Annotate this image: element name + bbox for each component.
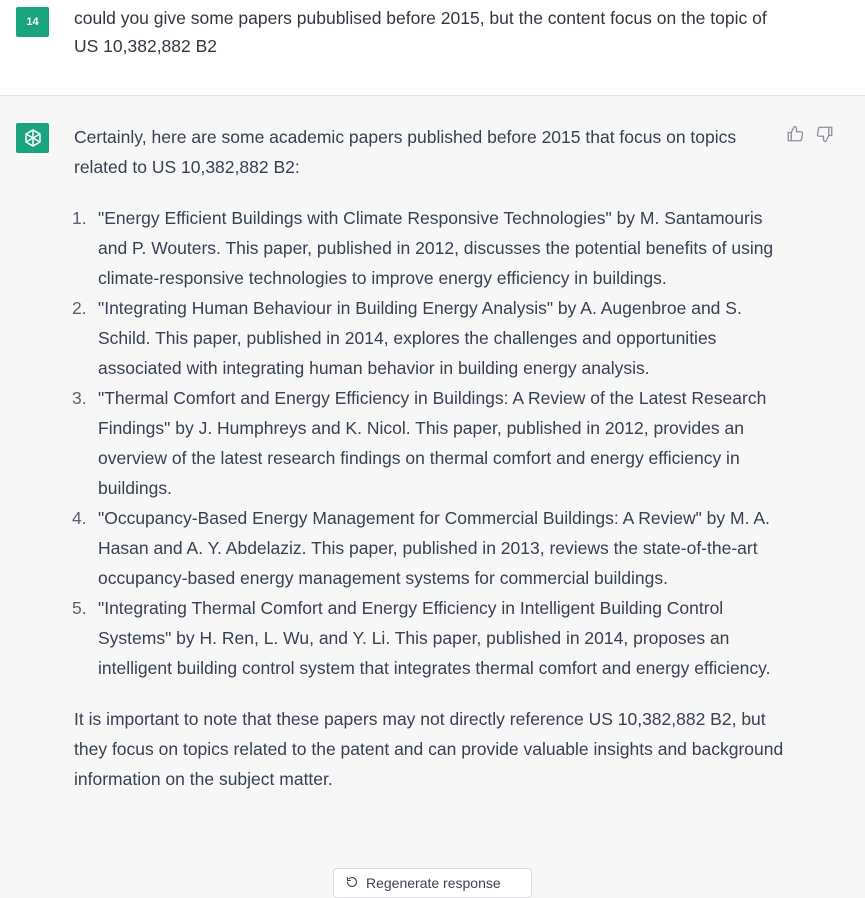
- list-item-number: 4.: [72, 508, 87, 528]
- list-item-number: 3.: [72, 388, 87, 408]
- list-item: [74, 593, 786, 683]
- assistant-message: [0, 97, 865, 890]
- answer-intro: Certainly, here are some academic papers published before 2015 that focus on topics related to US 10,382,882 B2:: [74, 127, 737, 177]
- paper-list: [74, 203, 786, 683]
- list-item-text: "Thermal Comfort and Energy Efficiency in Buildings: A Review of the Latest Research Findings" by J. Humphreys and K. Nicol. This paper, published in 2012, provides an overview of the latest research findings on thermal comfort and energy efficiency in buildings.: [98, 388, 767, 498]
- user-avatar-label: 14: [26, 16, 39, 28]
- list-item-text: "Occupancy-Based Energy Management for Commercial Buildings: A Review" by M. A. Hasan and A. Y. Abdelaziz. This paper, published in 2013, reviews the state-of-the-art occupancy-based energy management systems for commercial buildings.: [98, 508, 770, 588]
- answer-closing: It is important to note that these papers may not directly reference US 10,382,882 B2, but they focus on topics related to the patent and can provide valuable insights and background information on the subject matter.: [74, 709, 784, 789]
- list-item: [74, 293, 786, 383]
- user-message: [0, 0, 865, 96]
- regenerate-label: Regenerate response: [366, 875, 501, 891]
- feedback-buttons: [786, 125, 834, 143]
- thumbs-up-icon[interactable]: [786, 125, 804, 143]
- list-item-number: 2.: [72, 298, 87, 318]
- list-item: [74, 383, 786, 503]
- regenerate-button[interactable]: [333, 868, 532, 898]
- list-item-number: 1.: [72, 208, 87, 228]
- user-avatar: [16, 7, 49, 37]
- list-item: [74, 203, 786, 293]
- thumbs-down-icon[interactable]: [816, 125, 834, 143]
- assistant-answer: [74, 122, 786, 794]
- list-item-text: "Energy Efficient Buildings with Climate Responsive Technologies" by M. Santamouris and P. Wouters. This paper, published in 2012, discusses the potential benefits of using climate-responsive technologies to improve energy efficiency in buildings.: [98, 208, 774, 288]
- list-item: [74, 503, 786, 593]
- list-item-text: "Integrating Human Behaviour in Building Energy Analysis" by A. Augenbroe and S. Schild. This paper, published in 2014, explores the challenges and opportunities associated with integrating human behavior in building energy analysis.: [98, 298, 742, 378]
- user-message-text: could you give some papers pubublised before 2015, but the content focus on the topic of US 10,382,882 B2: [74, 8, 767, 56]
- openai-logo-icon: [16, 123, 49, 153]
- refresh-icon: [346, 875, 358, 891]
- list-item-text: "Integrating Thermal Comfort and Energy Efficiency in Intelligent Building Control Systems" by H. Ren, L. Wu, and Y. Li. This paper, published in 2014, proposes an intelligent building control system that integrates thermal comfort and energy efficiency.: [98, 598, 771, 678]
- list-item-number: 5.: [72, 598, 87, 618]
